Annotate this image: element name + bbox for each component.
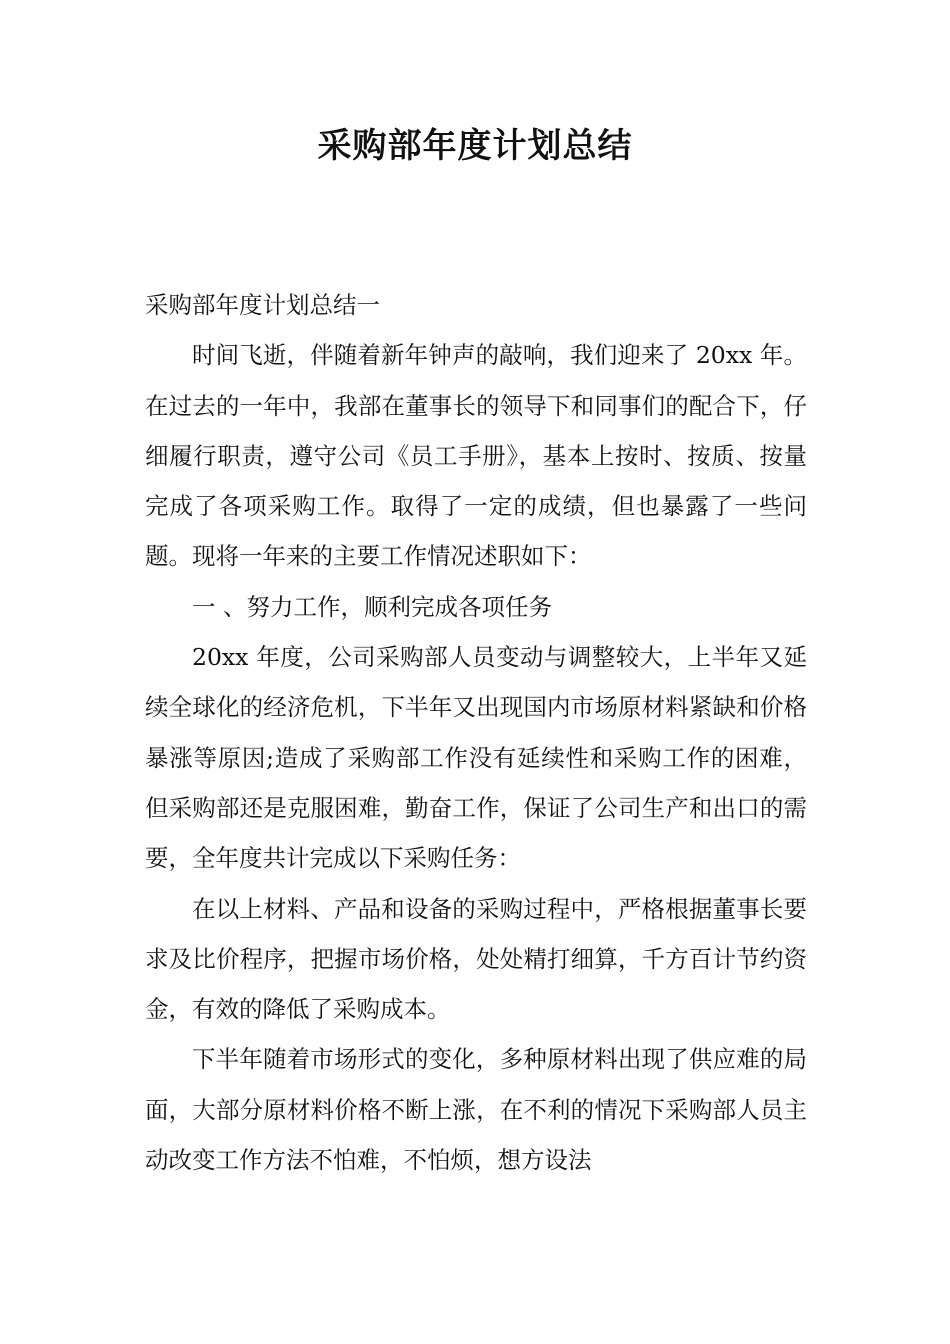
paragraph-tasks: 20xx 年度，公司采购部人员变动与调整较大，上半年又延续全球化的经济危机，下半年又出现国内市场原材料紧缺和价格暴涨等原因;造成了采购部工作没有延续性和采购工作的困难，但采购部还是克服困难，勤奋工作，保证了公司生产和出口的需要，全年度共计完成以下采购任务： [145,643,807,873]
paragraph-cost-control: 在以上材料、产品和设备的采购过程中，严格根据董事长要求及比价程序，把握市场价格，处处精打细算，千方百计节约资金，有效的降低了采购成本。 [145,894,807,1024]
section-heading: 采购部年度计划总结一 [145,291,380,319]
paragraph-intro: 时间飞逝，伴随着新年钟声的敲响，我们迎来了 20xx 年。在过去的一年中，我部在董事长的领导下和同事们的配合下，仔细履行职责，遵守公司《员工手册》，基本上按时、按质、按量完成了各项采购工作。取得了一定的成绩，但也暴露了一些问题。现将一年来的主要工作情况述职如下： [145,341,807,571]
subsection-heading: 一 、努力工作，顺利完成各项任务 [192,592,552,621]
document-title: 采购部年度计划总结 [317,126,633,166]
paragraph-market-change: 下半年随着市场形式的变化，多种原材料出现了供应难的局面，大部分原材料价格不断上涨，在不利的情况下采购部人员主动改变工作方法不怕难，不怕烦，想方设法 [145,1045,807,1175]
document-body [145,280,807,1185]
